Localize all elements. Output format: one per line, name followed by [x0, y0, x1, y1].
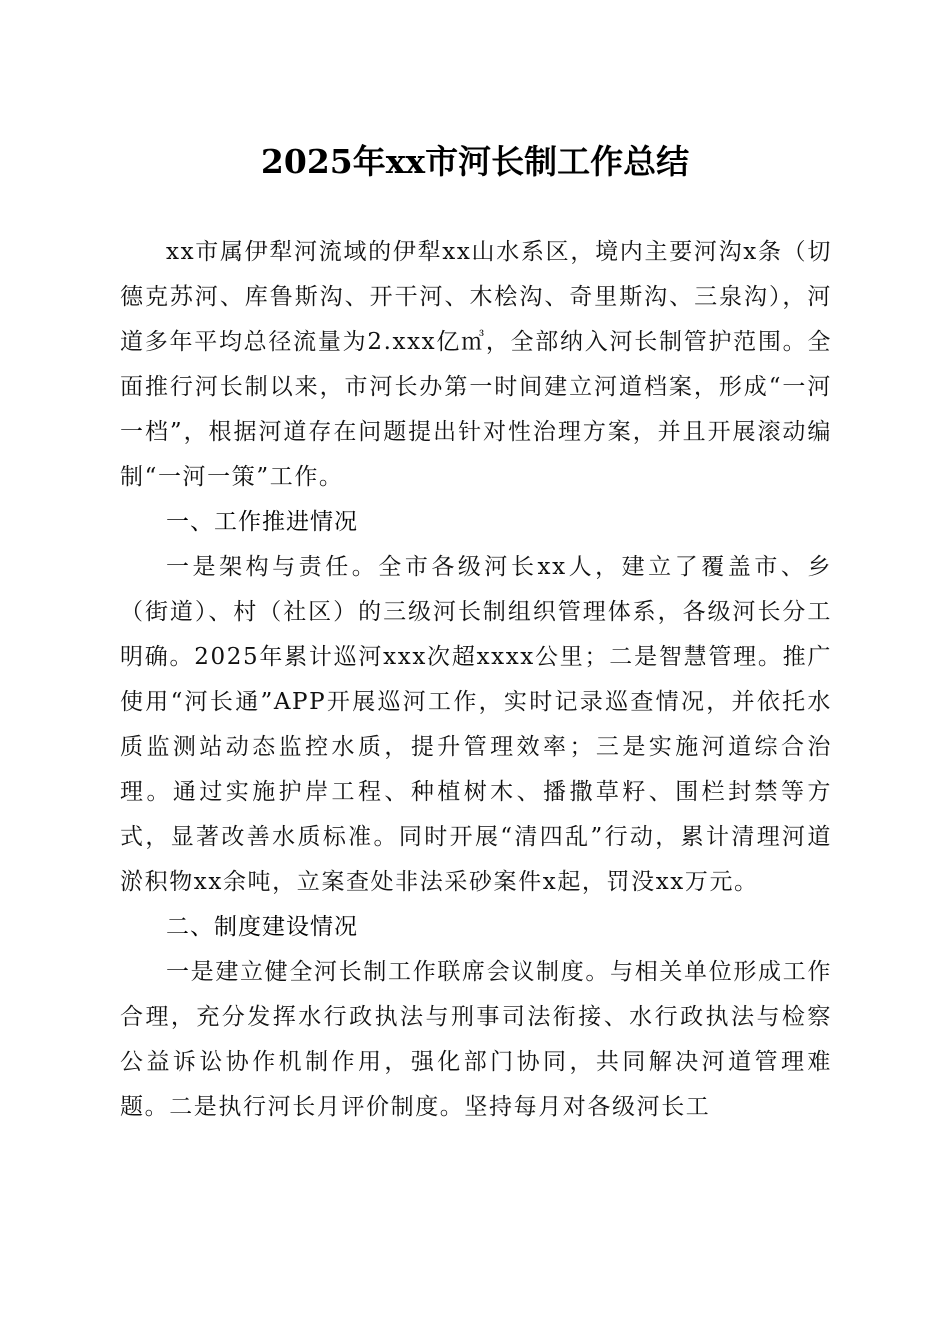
intro-paragraph: xx市属伊犁河流域的伊犁xx山水系区，境内主要河沟x条（切德克苏河、库鲁斯沟、开干河、木桧沟、奇里斯沟、三泉沟），河道多年平均总径流量为2.xxx亿㎥，全部纳入河长制管护范围。全面推行河长制以来，市河长办第一时间建立河道档案，形成“一河一档”，根据河道存在问题提出针对性治理方案，并且开展滚动编制“一河一策”工作。 — [120, 239, 832, 490]
document-body — [120, 230, 832, 1130]
section-heading-work-progress: 一、工作推进情况 — [166, 509, 358, 535]
system-building-paragraph: 一是建立健全河长制工作联席会议制度。与相关单位形成工作合理，充分发挥水行政执法与刑事司法衔接、水行政执法与检察公益诉讼协作机制作用，强化部门协同，共同解决河道管理难题。二是执行河长月评价制度。坚持每月对各级河长工 — [120, 959, 832, 1120]
document-title: 2025年xx市河长制工作总结 — [260, 142, 690, 181]
work-progress-paragraph: 一是架构与责任。全市各级河长xx人，建立了覆盖市、乡（街道）、村（社区）的三级河长制组织管理体系，各级河长分工明确。2025年累计巡河xxx次超xxxx公里；二是智慧管理。推广使用“河长通”APP开展巡河工作，实时记录巡查情况，并依托水质监测站动态监控水质，提升管理效率；三是实施河道综合治理。通过实施护岸工程、种植树木、播撒草籽、围栏封禁等方式，显著改善水质标准。同时开展“清四乱”行动，累计清理河道淤积物xx余吨，立案查处非法采砂案件x起，罚没xx万元。 — [120, 554, 832, 895]
section-heading-system-building: 二、制度建设情况 — [166, 914, 358, 940]
